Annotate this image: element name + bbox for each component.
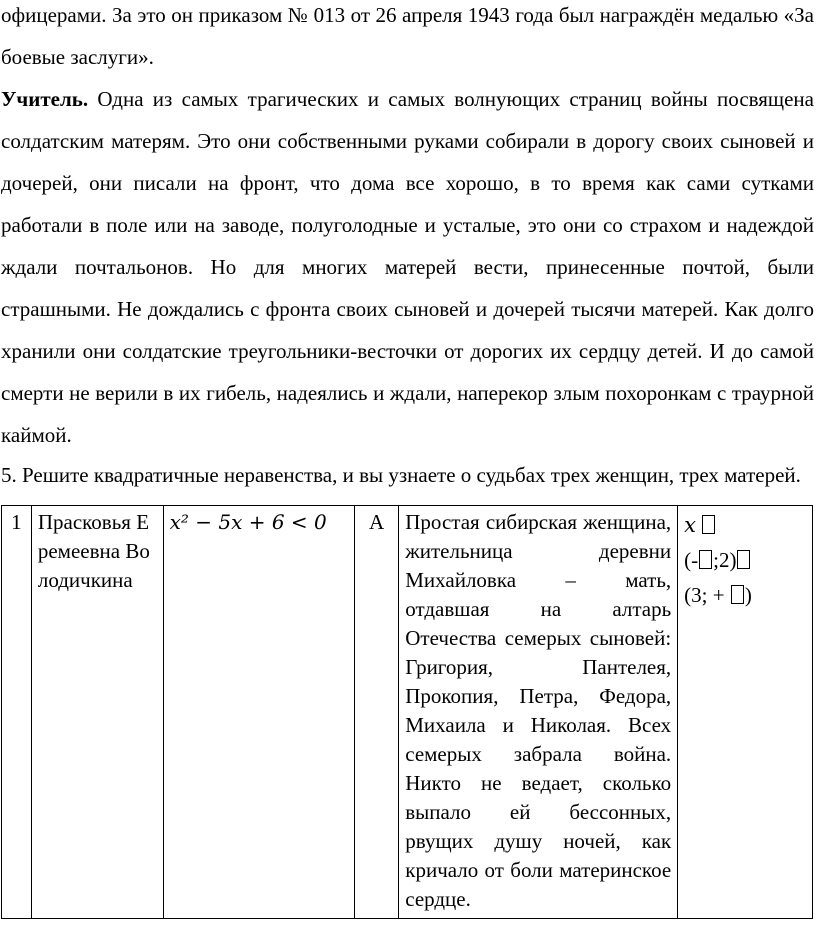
intro-paragraph: офицерами. За это он приказом № 013 от 26 апреля 1943 года был награждён медалью «За боевые заслуги». <box>1 3 814 69</box>
interval-2-start: (3; + <box>684 583 730 607</box>
answer-variable-line <box>684 508 806 543</box>
answer-interval-1 <box>684 543 806 578</box>
inequality: 𝑥² − 5𝑥 + 6 < 0 <box>169 510 327 534</box>
table-row <box>2 506 813 919</box>
interval-2-end: ) <box>744 583 752 607</box>
inequality-cell <box>163 506 354 919</box>
interval-1-end: ;2) <box>713 548 737 572</box>
missing-glyph-icon <box>731 585 744 604</box>
answer-variable: 𝑥 <box>684 513 696 537</box>
task-paragraph: 5. Решите квадратичные неравенства, и вы узнаете о судьбах трех женщин, трех матерей. <box>1 463 801 487</box>
answer-letter: А <box>355 506 399 919</box>
teacher-text: Одна из самых трагических и самых волнующих страниц войны посвящена солдатским матерям. Это они собственными руками собирали в дорогу своих сыновей и дочерей, они писали на фронт, что дома все хорошо, в то время как сами сутками работали в поле или на заводе, полуголодные и усталые, это они со страхом и надеждой ждали почтальонов. Но для многих матерей вести, принесенные почтой, были страшными. Не дождались с фронта своих сыновей и дочерей тысячи матерей. Как долго хранили они солдатские треугольники-весточки от дорогих их сердцу детей. И до самой смерти не верили в их гибель, надеялись и ждали, наперекор злым похоронкам с траурной каймой. <box>1 87 814 447</box>
missing-glyph-icon <box>737 550 750 569</box>
tasks-table <box>1 505 813 919</box>
mother-name: Прасковья Еремеевна Володичкина <box>31 506 163 919</box>
answer-interval-2 <box>684 578 806 613</box>
row-number: 1 <box>2 506 32 919</box>
answer-cell <box>678 506 813 919</box>
missing-glyph-icon <box>699 550 712 569</box>
missing-glyph-icon <box>702 515 715 534</box>
teacher-paragraph <box>0 78 816 456</box>
interval-1-start: (- <box>684 548 699 572</box>
speaker-label: Учитель. <box>1 87 89 111</box>
mother-description: Простая сибирская женщина, жительница деревни Михайловка – мать, отдавшая на алтарь Отечества семерых сыновей: Григория, Пантелея, Прокопия, Петра, Федора, Михаила и Николая. Всех семерых забрала война. Никто не ведает, сколько выпало ей бессонных, рвущих душу ночей, как кричало от боли материнское сердце. <box>399 506 678 919</box>
